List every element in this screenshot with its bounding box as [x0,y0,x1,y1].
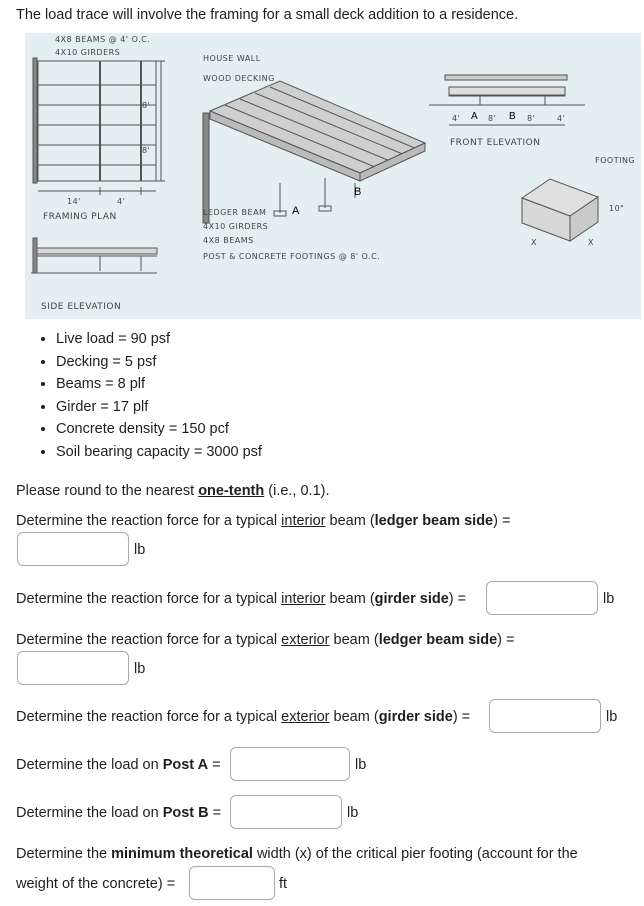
girders-label: 4X10 GIRDERS [203,222,269,231]
fe-post-b: B [509,111,516,122]
q1-answer-input[interactable] [17,532,129,566]
house-wall-label: HOUSE WALL [203,54,261,63]
framing-plan-title: FRAMING PLAN [43,212,117,222]
q2-answer-input[interactable] [486,581,598,615]
footing-label: FOOTING [595,156,636,165]
fe-4b: 4' [557,114,566,123]
dim-8b: 8' [142,146,151,155]
post-a-input[interactable] [230,747,350,781]
footing-x1: X [531,238,537,247]
q4-text: Determine the reaction force for a typical exterior beam (girder side) = [16,709,471,725]
footing-x2: X [588,238,594,247]
list-item: • Live load = 90 psf [56,328,262,351]
load-list [16,328,262,464]
q3-unit: lb [134,661,146,677]
q7-text-line2: weight of the concrete) = [16,876,176,892]
list-item: • Beams = 8 plf [56,373,262,396]
footing-width-input[interactable] [189,866,275,900]
wood-decking-label: WOOD DECKING [203,74,275,83]
side-elevation-title: SIDE ELEVATION [41,302,122,312]
intro-text: The load trace will involve the framing for a small deck addition to a residence. [16,7,519,23]
q3-answer-input[interactable] [17,651,129,685]
q4-unit: lb [606,709,618,725]
q1-unit: lb [134,542,146,558]
list-item: • Decking = 5 psf [56,351,262,374]
girders-note: 4X10 GIRDERS [55,48,121,57]
q5-unit: lb [355,757,367,773]
beams-note: 4X8 BEAMS @ 4' O.C. [55,35,151,44]
beams-label: 4X8 BEAMS [203,236,254,245]
post-b-label: B [354,186,362,198]
list-item: • Girder = 17 plf [56,396,262,419]
fe-8b: 8' [527,114,536,123]
q7-unit: ft [279,876,288,892]
q6-unit: lb [347,805,359,821]
dim-14: 14' [67,197,81,206]
q6-text: Determine the load on Post B = [16,805,222,821]
q5-text: Determine the load on Post A = [16,757,221,773]
front-elevation-title: FRONT ELEVATION [450,138,541,148]
footing-drawing [522,179,598,241]
q4-answer-input[interactable] [489,699,601,733]
footing-depth: 10" [609,204,625,213]
deck-drawing [25,33,641,319]
fe-8a: 8' [488,114,497,123]
dim-4: 4' [117,197,126,206]
rounding-note: Please round to the nearest one-tenth (i.e., 0.1). [16,483,330,499]
dim-8a: 8' [142,101,151,110]
list-item: • Soil bearing capacity = 3000 psf [56,441,262,464]
q1-text: Determine the reaction force for a typical interior beam (ledger beam side) = [16,513,511,529]
list-item: • Concrete density = 150 pcf [56,418,262,441]
fe-4a: 4' [452,114,461,123]
deck-framing-figure [25,33,641,319]
ledger-beam-label: LEDGER BEAM [203,208,267,217]
q7-text-line1: Determine the minimum theoretical width (x) of the critical pier footing (account for the [16,846,578,862]
fe-post-a: A [471,111,478,122]
framing-plan-drawing [33,58,165,195]
deck-isometric-drawing [203,81,425,223]
post-a-label: A [292,205,300,217]
post-footings-label: POST & CONCRETE FOOTINGS @ 8' O.C. [203,252,381,261]
q2-text: Determine the reaction force for a typical interior beam (girder side) = [16,591,467,607]
post-b-input[interactable] [230,795,342,829]
side-elevation-drawing [31,238,157,273]
q3-text: Determine the reaction force for a typical exterior beam (ledger beam side) = [16,632,515,648]
q2-unit: lb [603,591,615,607]
